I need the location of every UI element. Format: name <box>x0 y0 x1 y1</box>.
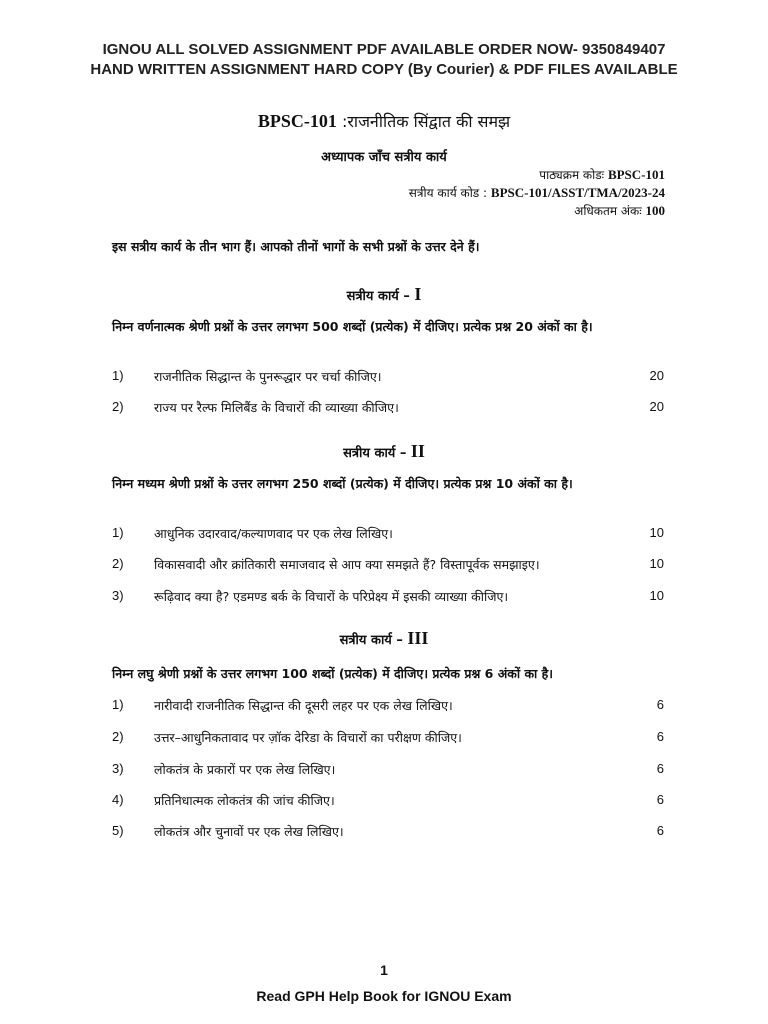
section-label: सत्रीय कार्य – <box>343 446 407 461</box>
question-marks: 6 <box>656 697 664 712</box>
question-text: आधुनिक उदारवाद/कल्याणवाद पर एक लेख लिखिए। <box>154 526 393 541</box>
section-roman: I <box>414 284 422 304</box>
section-instructions-3: निम्न लघु श्रेणी प्रश्नों के उत्तर लगभग 100 शब्दों (प्रत्येक) में दीजिए। प्रत्येक प्रश्न 6 अंकों का है। <box>112 666 554 681</box>
section-instructions-2: निम्न मध्यम श्रेणी प्रश्नों के उत्तर लगभग 250 शब्दों (प्रत्येक) में दीजिए। प्रत्येक प्रश्न 10 अंकों का है। <box>112 476 573 491</box>
question-marks: 10 <box>649 556 664 571</box>
question-marks: 20 <box>649 399 664 414</box>
promo-banner <box>0 40 768 80</box>
question-marks: 6 <box>656 729 664 744</box>
question-row <box>112 729 664 749</box>
question-row <box>112 761 664 781</box>
question-text: उत्तर–आधुनिकतावाद पर ज़ॉक देरिडा के विचारों का परीक्षण कीजिए। <box>154 730 462 745</box>
question-number: 3) <box>112 588 124 603</box>
section-label: सत्रीय कार्य – <box>339 633 403 648</box>
page-number: 1 <box>380 962 388 978</box>
question-number: 5) <box>112 823 124 838</box>
question-text: नारीवादी राजनीतिक सिद्धान्त की दूसरी लहर पर एक लेख लिखिए। <box>154 698 453 713</box>
question-marks: 20 <box>649 368 664 383</box>
question-marks: 10 <box>649 525 664 540</box>
meta-label: अधिकतम अंकः <box>574 204 642 218</box>
meta-label: सत्रीय कार्य कोड : <box>408 186 488 200</box>
question-number: 2) <box>112 556 124 571</box>
footer-text: Read GPH Help Book for IGNOU Exam <box>256 988 512 1004</box>
question-marks: 6 <box>656 823 664 838</box>
banner-line-1: IGNOU ALL SOLVED ASSIGNMENT PDF AVAILABLE ORDER NOW- 9350849407 <box>102 41 666 58</box>
question-row <box>112 792 664 812</box>
question-marks: 6 <box>656 761 664 776</box>
question-number: 1) <box>112 525 124 540</box>
section-roman: III <box>407 628 429 648</box>
section-heading-2 <box>0 441 768 462</box>
question-row <box>112 588 664 608</box>
section-heading-1 <box>0 284 768 305</box>
meta-value: BPSC-101 <box>607 167 665 182</box>
question-text: राजनीतिक सिद्धान्त के पुनरूद्धार पर चर्चा कीजिए। <box>154 369 382 384</box>
question-row <box>112 823 664 843</box>
question-row <box>112 697 664 717</box>
question-text: विकासवादी और क्रांतिकारी समाजवाद से आप क्या समझते हैं? विस्तापूर्वक समझाइए। <box>154 557 540 572</box>
section-instructions-1: निम्न वर्णनात्मक श्रेणी प्रश्नों के उत्तर लगभग 500 शब्दों (प्रत्येक) में दीजिए। प्रत्येक प्रश्न 20 अंकों का है। <box>112 319 593 334</box>
course-code: BPSC-101 <box>257 111 337 131</box>
question-marks: 10 <box>649 588 664 603</box>
document-title <box>0 110 768 132</box>
assignment-subheading: अध्यापक जाँच सत्रीय कार्य <box>321 150 447 165</box>
intro-text: इस सत्रीय कार्य के तीन भाग हैं। आपको तीनों भागों के सभी प्रश्नों के उत्तर देने हैं। <box>112 239 480 254</box>
question-row <box>112 525 664 545</box>
question-marks: 6 <box>656 792 664 807</box>
meta-course-code <box>409 166 665 184</box>
assignment-meta <box>409 166 665 220</box>
question-number: 3) <box>112 761 124 776</box>
question-number: 2) <box>112 729 124 744</box>
question-text: लोकतंत्र के प्रकारों पर एक लेख लिखिए। <box>154 762 336 777</box>
question-number: 2) <box>112 399 124 414</box>
section-label: सत्रीय कार्य – <box>346 289 410 304</box>
section-heading-3 <box>0 628 768 649</box>
question-text: राज्य पर रैल्फ मिलिबैंड के विचारों की व्याख्या कीजिए। <box>154 400 399 415</box>
meta-value: 100 <box>645 203 665 218</box>
question-text: प्रतिनिधात्मक लोकतंत्र की जांच कीजिए। <box>154 793 335 808</box>
question-row <box>112 368 664 388</box>
question-number: 1) <box>112 368 124 383</box>
meta-max-marks <box>409 202 665 220</box>
meta-value: BPSC-101/ASST/TMA/2023-24 <box>490 185 665 200</box>
question-row <box>112 556 664 576</box>
question-text: रूढ़िवाद क्या है? एडमण्ड बर्क के विचारों के परिप्रेक्ष्य में इसकी व्याख्या कीजिए। <box>154 589 509 604</box>
course-title: :राजनीतिक सिंद्वात की समझ <box>341 112 511 131</box>
meta-label: पाठ्यक्रम कोडः <box>539 168 605 182</box>
question-row <box>112 399 664 419</box>
meta-assignment-code <box>409 184 665 202</box>
section-roman: II <box>410 441 425 461</box>
banner-line-2: HAND WRITTEN ASSIGNMENT HARD COPY (By Courier) & PDF FILES AVAILABLE <box>90 61 678 78</box>
question-number: 1) <box>112 697 124 712</box>
question-number: 4) <box>112 792 124 807</box>
question-text: लोकतंत्र और चुनावों पर एक लेख लिखिए। <box>154 824 344 839</box>
